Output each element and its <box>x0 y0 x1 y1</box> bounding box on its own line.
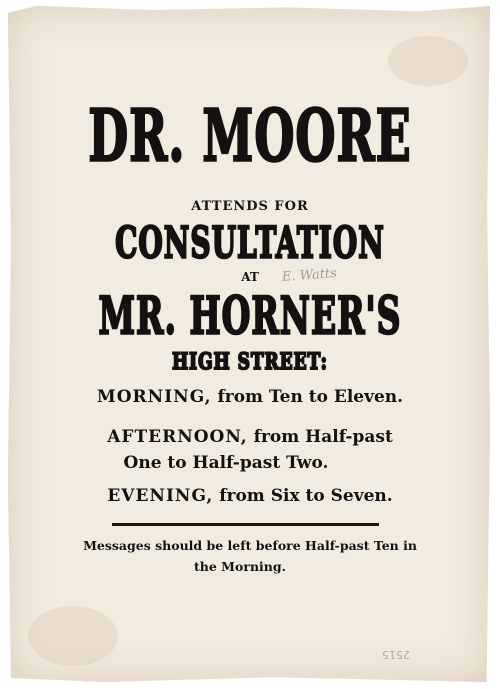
messages-notice: Messages should be left before Half-past Ten in <box>83 538 417 553</box>
afternoon-hours-continued: One to Half-past Two. <box>123 453 329 473</box>
messages-notice-continued: the Morning. <box>194 559 286 574</box>
location-heading: MR. HORNER'S <box>98 285 402 346</box>
poster-title: DR. MOORE <box>88 93 412 178</box>
evening-time: from Six to Seven. <box>219 486 393 506</box>
catalog-number: 2515 <box>382 648 410 661</box>
attends-for-line: ATTENDS FOR <box>191 199 309 214</box>
handwritten-note: E. Watts <box>281 266 338 285</box>
paper-stain <box>388 36 468 86</box>
morning-label: MORNING, <box>96 387 212 407</box>
afternoon-time: from Half-past <box>253 427 393 447</box>
morning-time: from Ten to Eleven. <box>217 387 404 407</box>
paper-stain <box>28 606 118 666</box>
afternoon-label: AFTERNOON, <box>107 427 248 447</box>
evening-label: EVENING, <box>107 486 214 506</box>
divider-rule <box>112 523 379 526</box>
street-heading: HIGH STREET: <box>172 349 328 376</box>
afternoon-hours <box>0 429 500 446</box>
consultation-heading: CONSULTATION <box>115 217 385 269</box>
evening-hours <box>0 488 500 505</box>
at-line: AT <box>241 270 259 284</box>
morning-hours <box>0 389 500 406</box>
